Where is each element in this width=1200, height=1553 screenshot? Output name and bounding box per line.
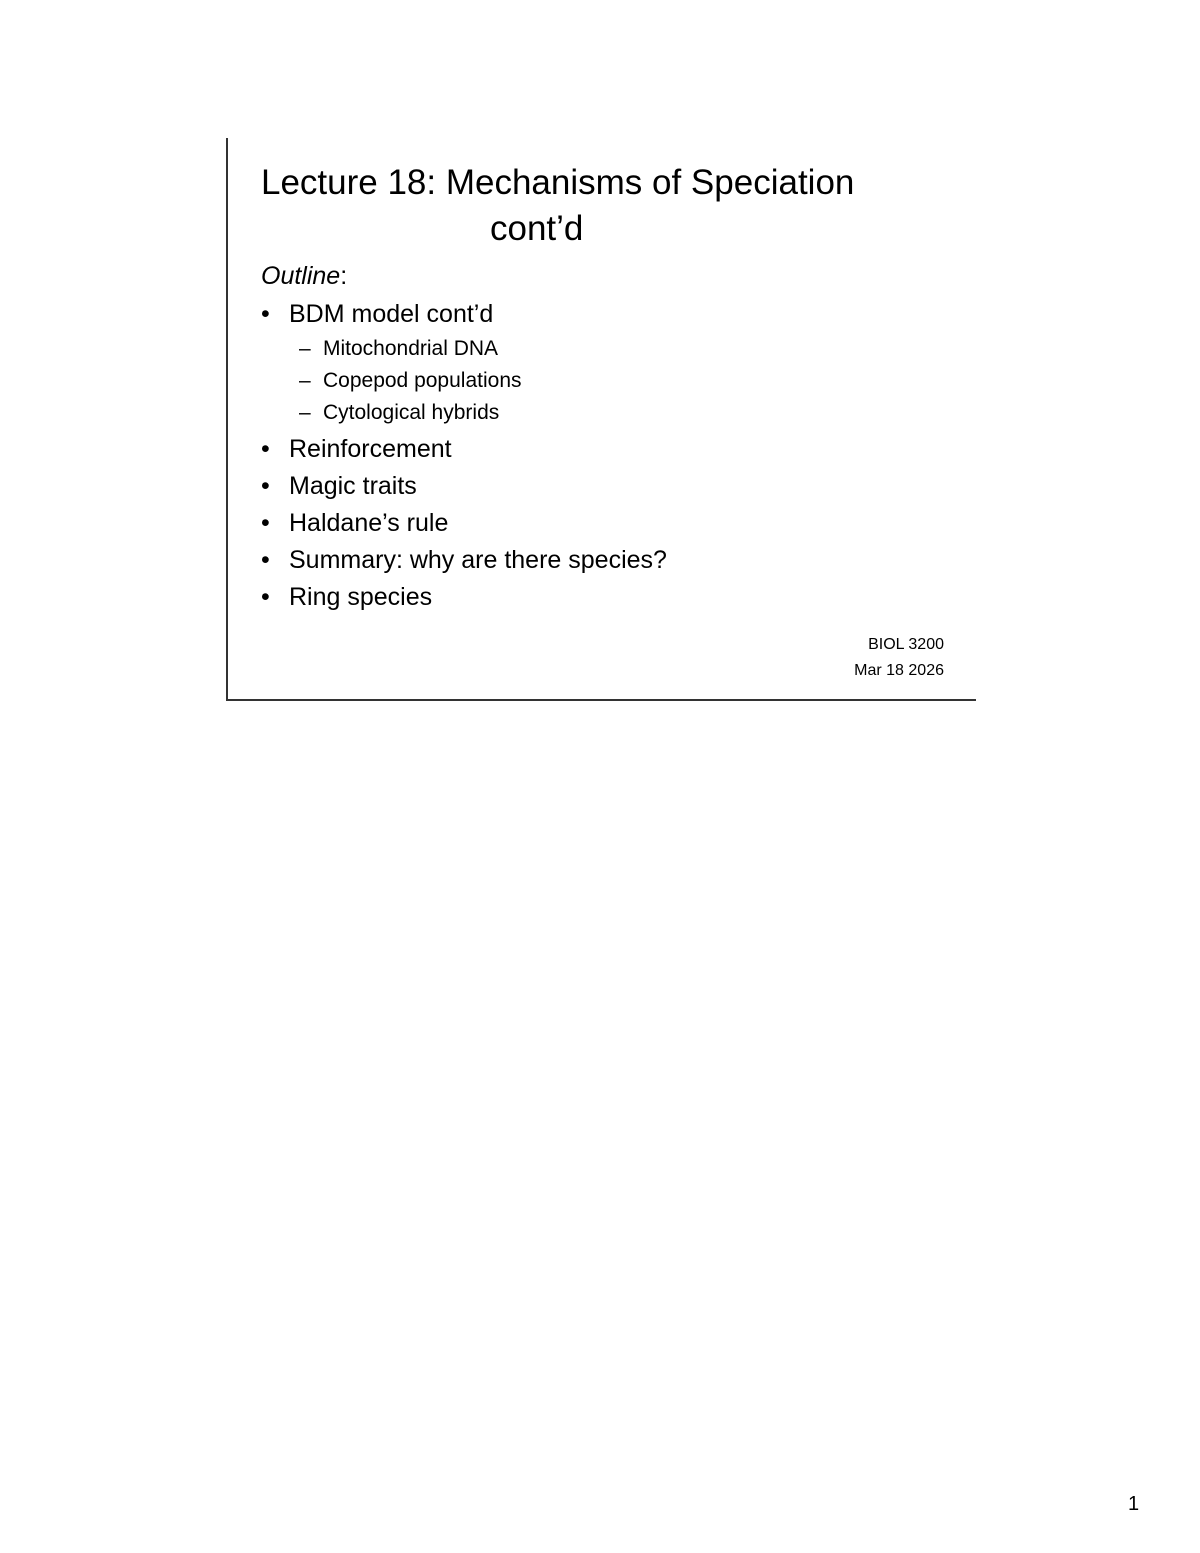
title-line-1: Lecture 18: Mechanisms of Speciation (261, 163, 855, 202)
outline-list (261, 296, 667, 616)
slide (226, 138, 976, 701)
outline-colon: : (340, 262, 348, 290)
title-line-2: cont’d (490, 209, 584, 248)
bullet-ring-species: • Ring species (261, 579, 667, 616)
course-info (854, 632, 944, 684)
sub-bullet-copepod-populations: – Copepod populations (289, 365, 667, 397)
lecture-date: Mar 18 2026 (854, 662, 944, 679)
sub-bullet-cytological-hybrids: – Cytological hybrids (289, 397, 667, 429)
outline-label: Outline (261, 262, 341, 290)
bullet-reinforcement: • Reinforcement (261, 431, 667, 468)
bullet-magic-traits: • Magic traits (261, 468, 667, 505)
page-number: 1 (1128, 1493, 1140, 1515)
course-code: BIOL 3200 (868, 636, 944, 653)
bullet-haldanes-rule: • Haldane’s rule (261, 505, 667, 542)
bullet-summary: • Summary: why are there species? (261, 542, 667, 579)
outline-heading (261, 260, 347, 292)
bdm-sublist (289, 333, 667, 429)
sub-bullet-mitochondrial-dna: – Mitochondrial DNA (289, 333, 667, 365)
bullet-bdm-model (261, 296, 667, 429)
bullet-text: BDM model cont’d (289, 300, 494, 328)
slide-title (261, 160, 854, 252)
